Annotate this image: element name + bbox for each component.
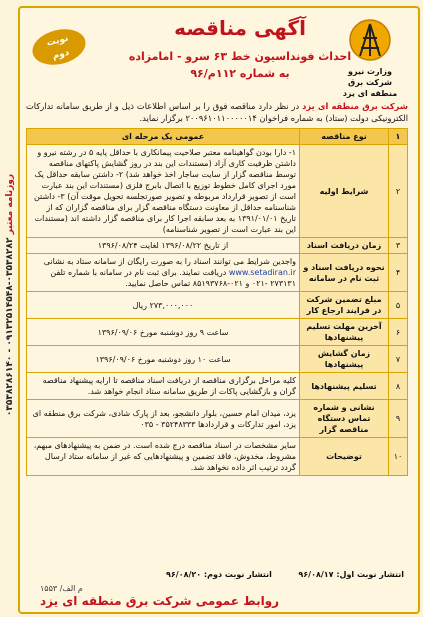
- row-label: نوع مناقصه: [300, 129, 389, 145]
- row-value-post: دریافت نمایند. برای ثبت نام در سامانه با شماره تلفن ۲۷۳۱۳۱ -۰۲۱ و ۰۲۱-۸۵۱۹۳۷۶۸ تماس حاصل نمایید.: [50, 268, 296, 288]
- intro-lead: شرکت برق منطقه ای یزد: [302, 101, 408, 111]
- company-logo-block: [334, 18, 406, 99]
- table-row: [27, 400, 408, 438]
- ad-code: م الف/ ۱۵۵۳: [40, 584, 83, 593]
- row-value: یزد، میدان امام حسین، بلوار دانشجو، بعد از پارک شادی، شرکت برق منطقه ای یزد، امور تدارکات و قراردادها ۳۵۲۴۸۳۳۳ - ۰۳۵: [27, 400, 300, 438]
- round-badge: [29, 24, 90, 70]
- row-number: ۷: [389, 346, 408, 373]
- row-label: شرایط اولیه: [300, 145, 389, 238]
- side-banner: [0, 0, 18, 617]
- table-row: [27, 238, 408, 254]
- row-number: ۴: [389, 254, 408, 292]
- row-number: ۱: [389, 129, 408, 145]
- row-value: از تاریخ ۱۳۹۶/۰۸/۲۲ لغایت ۱۳۹۶/۰۸/۲۴: [27, 238, 300, 254]
- publish-second: انتشار نوبت دوم: ۹۶/۰۸/۲۰: [166, 570, 272, 579]
- row-value: عمومی یک مرحله ای: [27, 129, 300, 145]
- side-banner-brand: روزنامه معتبر: [5, 173, 15, 235]
- row-number: ۹: [389, 400, 408, 438]
- row-value: ۱- دارا بودن گواهینامه معتبر صلاحیت پیمانکاری با حداقل پایه ۵ در رشته نیرو و داشتن ظرفیت کاری آزاد (مستندات این بند در روز گشایش پاکتهای مناقصه توسط مناقصه گزار از سایت ساجار اخذ خواهد شد) ۲- داشتن سابقه حداقل یک مورد اجرای کامل خطوط توزیع با اتصال بابرج فلزی (مستندات این بند عبارت است از تصویر قرارداد مربوطه و تصویر صورتجلسه تحویل موقت آن) ۳- داشتن شناسنامه حداقل از معاونت دستگاه مناقصه گزار برای مناقصه گزاران که از تاریخ ۱۳۹۱/۰۱/۰۱ به بعد سابقه اجرا کار برای مناقصه گزار داشته اند (مستندات این بند عبارت است از تصویر شناسنامه): [27, 145, 300, 238]
- table-row: [27, 438, 408, 476]
- row-label: زمان گشایش پیشنهادها: [300, 346, 389, 373]
- subtitle-line2: به شماره ۱۱۲م/۹۶: [190, 67, 290, 80]
- row-label: نحوه دریافت اسناد و ثبت نام در سامانه: [300, 254, 389, 292]
- row-value: ساعت ۱۰ روز دوشنبه مورخ ۱۳۹۶/۰۹/۰۶: [27, 346, 300, 373]
- row-number: ۶: [389, 319, 408, 346]
- ad-title: آگهی مناقصه: [174, 16, 306, 40]
- row-label: آخرین مهلت تسلیم پیشنهادها: [300, 319, 389, 346]
- row-value: کلیه مراحل برگزاری مناقصه از دریافت اسناد مناقصه تا ارایه پیشنهاد مناقصه گران و بازگشایی پاکات از طریق سامانه ستاد انجام خواهد شد.: [27, 373, 300, 400]
- table-row: [27, 292, 408, 319]
- row-label: نشانی و شماره تماس دستگاه مناقصه گزار: [300, 400, 389, 438]
- row-label: توضیحات: [300, 438, 389, 476]
- power-company-logo-icon: [348, 18, 392, 62]
- table-row: [27, 319, 408, 346]
- table-row: [27, 346, 408, 373]
- row-number: ۲: [389, 145, 408, 238]
- logo-ministry: وزارت نیرو: [348, 67, 392, 76]
- table-row: [27, 373, 408, 400]
- row-number: ۱۰: [389, 438, 408, 476]
- table-header-row: [27, 129, 408, 145]
- side-banner-phones: ۰۳۵۳۸۲۸۲-۰۹۱۳۲۵۱۴۵۴۸ - ۰۳۵۳۸۲۸۶۱۴۰: [5, 237, 15, 417]
- setad-website-link[interactable]: www.setadiran.ir: [228, 268, 296, 277]
- logo-company: شرکت برق منطقه ای یزد: [342, 78, 398, 98]
- side-banner-text: [5, 95, 15, 495]
- row-label: مبلغ تضمین شرکت در فرایند ارجاع کار: [300, 292, 389, 319]
- row-number: ۵: [389, 292, 408, 319]
- row-number: ۸: [389, 373, 408, 400]
- table-row: [27, 254, 408, 292]
- publish-first: انتشار نوبت اول: ۹۶/۰۸/۱۷: [298, 570, 404, 579]
- footer-signature: روابط عمومی شرکت برق منطقه ای یزد: [40, 594, 280, 608]
- row-value: ۲۷۳,۰۰۰,۰۰۰ ریال: [27, 292, 300, 319]
- row-value: ساعت ۹ روز دوشنبه مورخ ۱۳۹۶/۰۹/۰۶: [27, 319, 300, 346]
- table-row: [27, 145, 408, 238]
- row-number: ۳: [389, 238, 408, 254]
- row-label: زمان دریافت اسناد: [300, 238, 389, 254]
- tender-table: [26, 128, 408, 476]
- row-value: سایر مشخصات در اسناد مناقصه درج شده است. در ضمن به پیشنهادهای مبهم، مشروط، مخدوش، فاقد تضمین و پیشنهادهایی که غیر از سامانه ستاد ارسال گردد ترتیب اثر داده نخواهد شد.: [27, 438, 300, 476]
- row-label: تسلیم پیشنهادها: [300, 373, 389, 400]
- badge-line2: دوم: [51, 47, 71, 62]
- row-value-pre: واجدین شرایط می توانند اسناد را به صورت رایگان از سامانه ستاد به نشانی: [43, 257, 296, 266]
- intro-paragraph: [26, 100, 408, 124]
- intro-text: در نظر دارد مناقصه فوق را بر اساس اطلاعات ذیل و از طریق سامانه تدارکات الکترونیکی دولت (ستاد) به شماره فراخوان ۲۰۰۹۶۱۰۱۱۰۰۰۰۰۱۴ برگزار نماید.: [26, 101, 408, 123]
- ad-subtitle: [125, 48, 355, 82]
- subtitle-line1: احداث فونداسیون خط ۶۳ سرو - امامزاده: [128, 50, 352, 63]
- row-value: [27, 254, 300, 292]
- badge-line1: نوبت: [45, 33, 70, 49]
